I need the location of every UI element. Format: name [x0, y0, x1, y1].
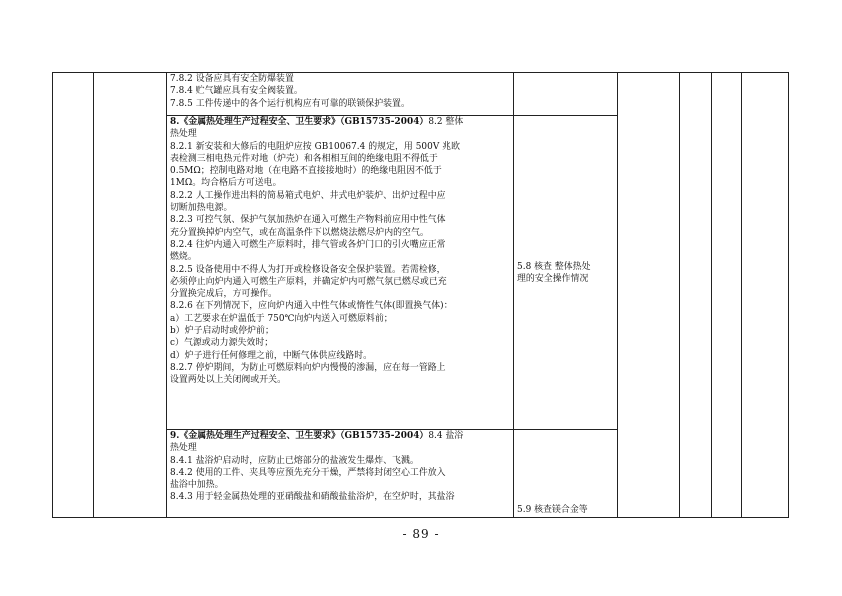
column-divider-3: [513, 72, 514, 518]
text-line: c）气源或动力源失效时；: [170, 338, 274, 349]
row3-check-item: [517, 504, 588, 516]
text-line: 切断加热电源。: [170, 203, 233, 214]
text-line: 8.2.7 停炉期间，为防止可燃原料向炉内慢慢的渗漏，应在每一管路上: [170, 362, 446, 373]
text-line: 必须停止向炉内通入可燃生产原料，并确定炉内可燃气氛已燃尽或已充: [170, 276, 447, 287]
column-divider-1: [93, 72, 94, 518]
column-divider-7: [741, 72, 742, 518]
text-line: 理的安全操作情况: [517, 274, 589, 285]
text-line: 7.8.4 贮气罐应具有安全阀装置。: [170, 86, 303, 97]
text-line: b）炉子启动时或停炉前；: [170, 326, 274, 337]
row3-requirement-text: [170, 430, 463, 504]
standard-title: 8.《金属热处理生产过程安全、卫生要求》（GB15735-2004）: [170, 117, 429, 127]
text-line: 8.2.3 可控气氛、保护气氛加热炉在通入可燃生产物料前应用中性气体: [170, 215, 446, 226]
text-line: 8.4.1 盐浴炉启动时，应防止已熔部分的盐液发生爆炸、飞溅。: [170, 455, 419, 466]
text-line: 分置换完成后，方可操作。: [170, 289, 278, 300]
text-line: 8.4.2 使用的工件、夹具等应预先充分干燥，严禁将封闭空心工件放入: [170, 467, 446, 478]
text-line: 设置两处以上关闭阀或开关。: [170, 375, 287, 386]
text-line: d）炉子进行任何修理之前，中断气体供应线路时。: [170, 350, 373, 361]
standard-title: 9.《金属热处理生产过程安全、卫生要求》（GB15735-2004）: [170, 431, 429, 441]
column-divider-6: [711, 72, 712, 518]
text-line: 5.9 核查镁合金等: [517, 505, 588, 515]
table-bottom-border: [52, 517, 789, 518]
clause-ref: 8.2 整体: [428, 117, 464, 127]
text-line: 热处理: [170, 443, 197, 454]
table-right-border: [788, 72, 789, 518]
text-line: 1MΩ。均合格后方可送电。: [170, 178, 282, 189]
text-line: 充分置换掉炉内空气，或在高温条件下以燃烧法燃尽炉内的空气。: [170, 227, 429, 238]
text-line: 8.2.6 在下列情况下，应向炉内通入中性气体或惰性气体(即置换气体)：: [170, 301, 453, 312]
text-line: 8.2.1 新安装和大修后的电阻炉应按 GB10067.4 的规定，用 500V 兆欧: [170, 141, 460, 152]
text-line: 热处理: [170, 129, 197, 140]
text-line: 燃烧。: [170, 252, 197, 263]
column-divider-4: [617, 72, 618, 518]
text-line: 5.8 核查 整体热处: [517, 262, 591, 272]
section-heading: [170, 430, 463, 442]
text-line: 8.4.3 用于轻金属热处理的亚硝酸盐和硝酸盐盐浴炉，在空炉时，其盐浴: [170, 492, 455, 503]
section-heading: [170, 116, 463, 128]
page-number: - 89 -: [402, 527, 440, 541]
clause-ref: 8.4 盐浴: [428, 431, 464, 441]
column-divider-5: [679, 72, 680, 518]
text-line: 8.2.2 人工操作进出料的简易箱式电炉、井式电炉装炉、出炉过程中应: [170, 190, 446, 201]
text-line: 7.8.5 工件传递中的各个运行机构应有可靠的联锁保护装置。: [170, 98, 410, 109]
text-line: 0.5MΩ；控制电路对地（在电路不直接接地时）的绝缘电阻因不低于: [170, 166, 442, 177]
text-line: 8.2.4 往炉内通入可燃生产原料时，排气管或各炉门口的引火嘴应正常: [170, 239, 446, 250]
table-left-border: [52, 72, 53, 518]
text-line: 表检测三相电热元件对地（炉壳）和各相相互间的绝缘电阻不得低于: [170, 153, 438, 164]
text-line: a）工艺要求在炉温低于 750℃向炉内送入可燃原料前；: [170, 313, 393, 324]
text-line: 8.2.5 设备使用中不得人为打开或检修设备安全保护装置。若需检修，: [170, 264, 446, 275]
row2-requirement-text: [170, 116, 463, 387]
text-line: 7.8.2 设备应具有安全防爆装置: [170, 74, 294, 84]
row1-requirement-text: [170, 73, 410, 110]
text-line: 盐浴中加热。: [170, 480, 224, 491]
table-top-border: [52, 72, 789, 73]
column-divider-2: [166, 72, 167, 518]
row2-check-item: [517, 261, 591, 286]
